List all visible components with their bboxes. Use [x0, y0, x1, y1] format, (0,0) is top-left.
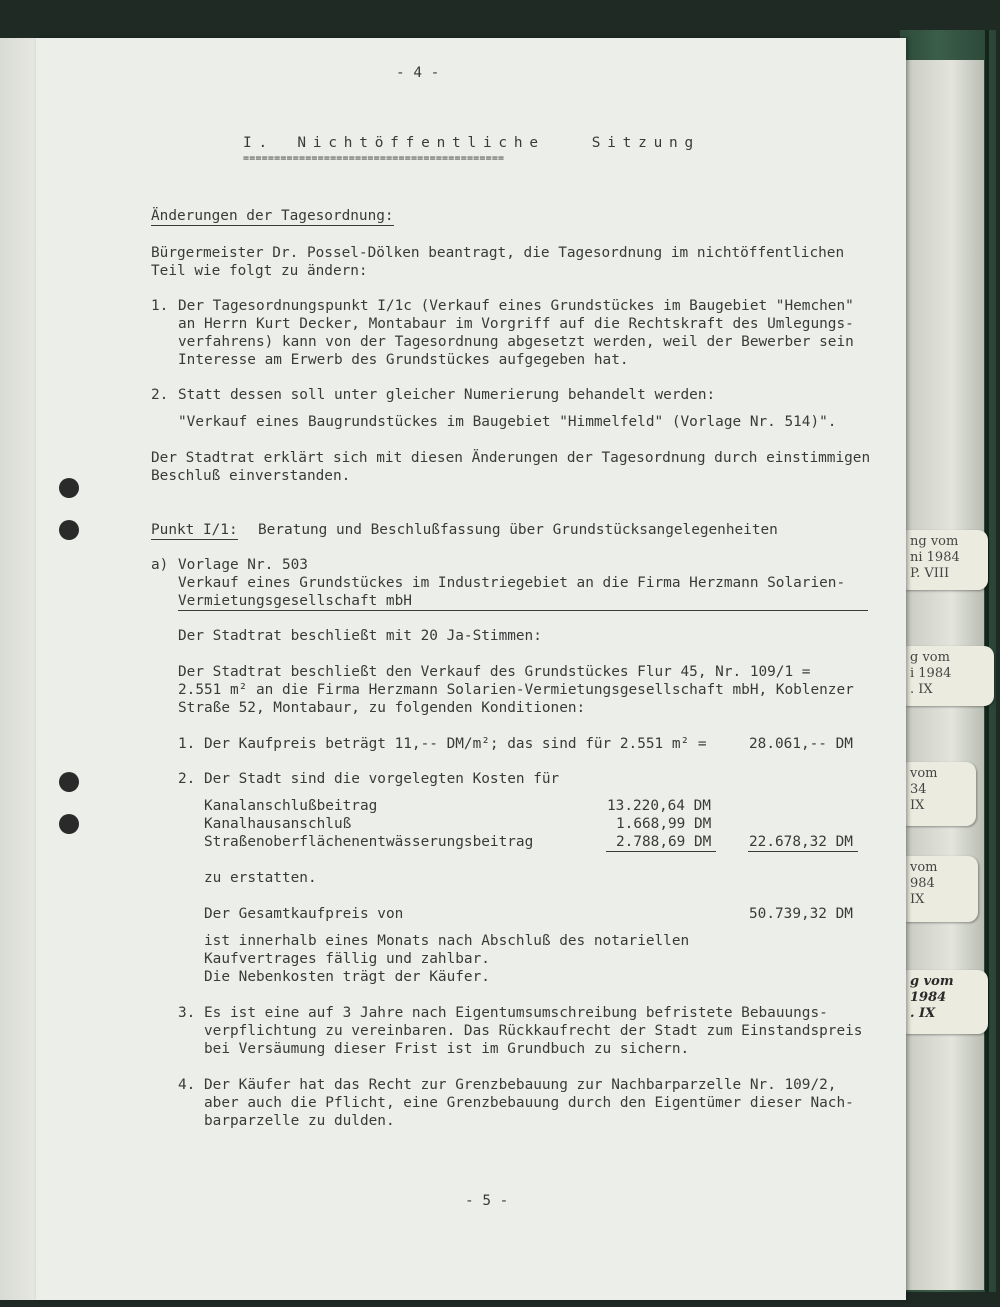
- punch-hole-1: [59, 478, 79, 498]
- resolution-line-2: 2.551 m² an die Firma Herzmann Solarien-Vermietungsgesellschaft mbH, Koblenzer: [178, 682, 854, 698]
- costs-sum-underline: [606, 851, 716, 852]
- vote-result: Der Stadtrat beschließt mit 20 Ja-Stimmen:: [178, 628, 542, 644]
- index-tab-5: g vom 1984 . IX: [904, 970, 988, 1034]
- changes-intro-line-2: Teil wie folgt zu ändern:: [151, 263, 368, 279]
- resolution-line-1: Der Stadtrat beschließt den Verkauf des Grundstückes Flur 45, Nr. 109/1 =: [178, 664, 811, 680]
- changes-title: Änderungen der Tagesordnung:: [151, 208, 394, 224]
- changes-item-1-line-2: an Herrn Kurt Decker, Montabaur im Vorgriff auf die Rechtskraft des Umlegungs-: [178, 316, 854, 332]
- payment-line-1: ist innerhalb eines Monats nach Abschluß des notariellen: [204, 933, 690, 949]
- index-tab-3: vom 34 IX: [904, 762, 976, 826]
- page-number-top: - 4 -: [396, 65, 440, 81]
- punch-hole-4: [59, 814, 79, 834]
- changes-item-1-number: 1.: [151, 298, 169, 314]
- condition-3-line-1: Es ist eine auf 3 Jahre nach Eigentumsumschreibung befristete Bebauungs-: [204, 1005, 828, 1021]
- cost-amount: 1.668,99 DM: [616, 816, 712, 832]
- changes-item-1-line-4: Interesse am Erwerb des Grundstückes aufgegeben hat.: [178, 352, 629, 368]
- changes-item-2-line-2: "Verkauf eines Baugrundstückes im Baugebiet "Himmelfeld" (Vorlage Nr. 514)".: [178, 414, 837, 430]
- condition-3-number: 3.: [178, 1005, 196, 1021]
- condition-1-amount: 28.061,-- DM: [749, 736, 853, 752]
- vorlage-subject-line-2: Vermietungsgesellschaft mbH: [178, 593, 412, 609]
- changes-item-2-number: 2.: [151, 387, 169, 403]
- condition-2-number: 2.: [178, 771, 196, 787]
- condition-1-text: Der Kaufpreis beträgt 11,-- DM/m²; das sind für 2.551 m² =: [204, 736, 707, 752]
- changes-intro-line-1: Bürgermeister Dr. Possel-Dölken beantragt, die Tagesordnung im nichtöffentlichen: [151, 245, 845, 261]
- costs-total-underline: [748, 851, 858, 852]
- cost-label: Straßenoberflächenentwässerungsbeitrag: [204, 834, 534, 850]
- condition-4-number: 4.: [178, 1077, 196, 1093]
- resolution-line-3: Straße 52, Montabaur, zu folgenden Konditionen:: [178, 700, 586, 716]
- vorlage-marker: a): [151, 557, 169, 573]
- vorlage-subject-underline: [178, 610, 868, 611]
- changes-decision-line-2: Beschluß einverstanden.: [151, 468, 351, 484]
- vorlage-number: Vorlage Nr. 503: [178, 557, 308, 573]
- total-amount: 50.739,32 DM: [749, 906, 853, 922]
- cost-amount: 13.220,64 DM: [607, 798, 711, 814]
- vorlage-subject-line-1: Verkauf eines Grundstückes im Industriegebiet an die Firma Herzmann Solarien-: [178, 575, 846, 591]
- changes-item-1-line-3: verfahrens) kann von der Tagesordnung abgesetzt werden, weil der Bewerber sein: [178, 334, 854, 350]
- changes-decision-line-1: Der Stadtrat erklärt sich mit diesen Änderungen der Tagesordnung durch einstimmigen: [151, 450, 871, 466]
- condition-4-line-2: aber auch die Pflicht, eine Grenzbebauung durch den Eigentümer dieser Nach-: [204, 1095, 854, 1111]
- condition-3-line-2: verpflichtung zu vereinbaren. Das Rückkaufrecht der Stadt zum Einstandspreis: [204, 1023, 863, 1039]
- condition-4-line-3: barparzelle zu dulden.: [204, 1113, 395, 1129]
- index-tab-4: vom 984 IX: [904, 856, 978, 922]
- section-heading-underline: ==========================================: [243, 153, 505, 164]
- total-label: Der Gesamtkaufpreis von: [204, 906, 404, 922]
- page-number-bottom: - 5 -: [465, 1193, 509, 1209]
- cost-amount: 2.788,69 DM: [616, 834, 712, 850]
- index-tab-1: ng vom ni 1984 P. VIII: [904, 530, 988, 590]
- left-page-edge: [0, 38, 40, 1300]
- index-tab-2: g vom i 1984 . IX: [904, 646, 994, 706]
- costs-total: 22.678,32 DM: [749, 834, 853, 850]
- condition-1-number: 1.: [178, 736, 196, 752]
- punch-hole-2: [59, 520, 79, 540]
- changes-item-1-line-1: Der Tagesordnungspunkt I/1c (Verkauf eines Grundstückes im Baugebiet "Hemchen": [178, 298, 854, 314]
- condition-3-line-3: bei Versäumung dieser Frist ist im Grundbuch zu sichern.: [204, 1041, 690, 1057]
- section-heading: I. Nichtöffentliche Sitzung: [243, 135, 700, 151]
- punkt-label: Punkt I/1:: [151, 522, 238, 538]
- condition-4-line-1: Der Käufer hat das Recht zur Grenzbebauung zur Nachbarparzelle Nr. 109/2,: [204, 1077, 837, 1093]
- cost-label: Kanalanschlußbeitrag: [204, 798, 378, 814]
- payment-line-3: Die Nebenkosten trägt der Käufer.: [204, 969, 490, 985]
- payment-line-2: Kaufvertrages fällig und zahlbar.: [204, 951, 490, 967]
- changes-item-2-line-1: Statt dessen soll unter gleicher Numerierung behandelt werden:: [178, 387, 716, 403]
- punch-hole-3: [59, 772, 79, 792]
- reimburse-text: zu erstatten.: [204, 870, 317, 886]
- cost-label: Kanalhausanschluß: [204, 816, 352, 832]
- condition-2-text: Der Stadt sind die vorgelegten Kosten für: [204, 771, 560, 787]
- punkt-title: Beratung und Beschlußfassung über Grundstücksangelegenheiten: [258, 522, 778, 538]
